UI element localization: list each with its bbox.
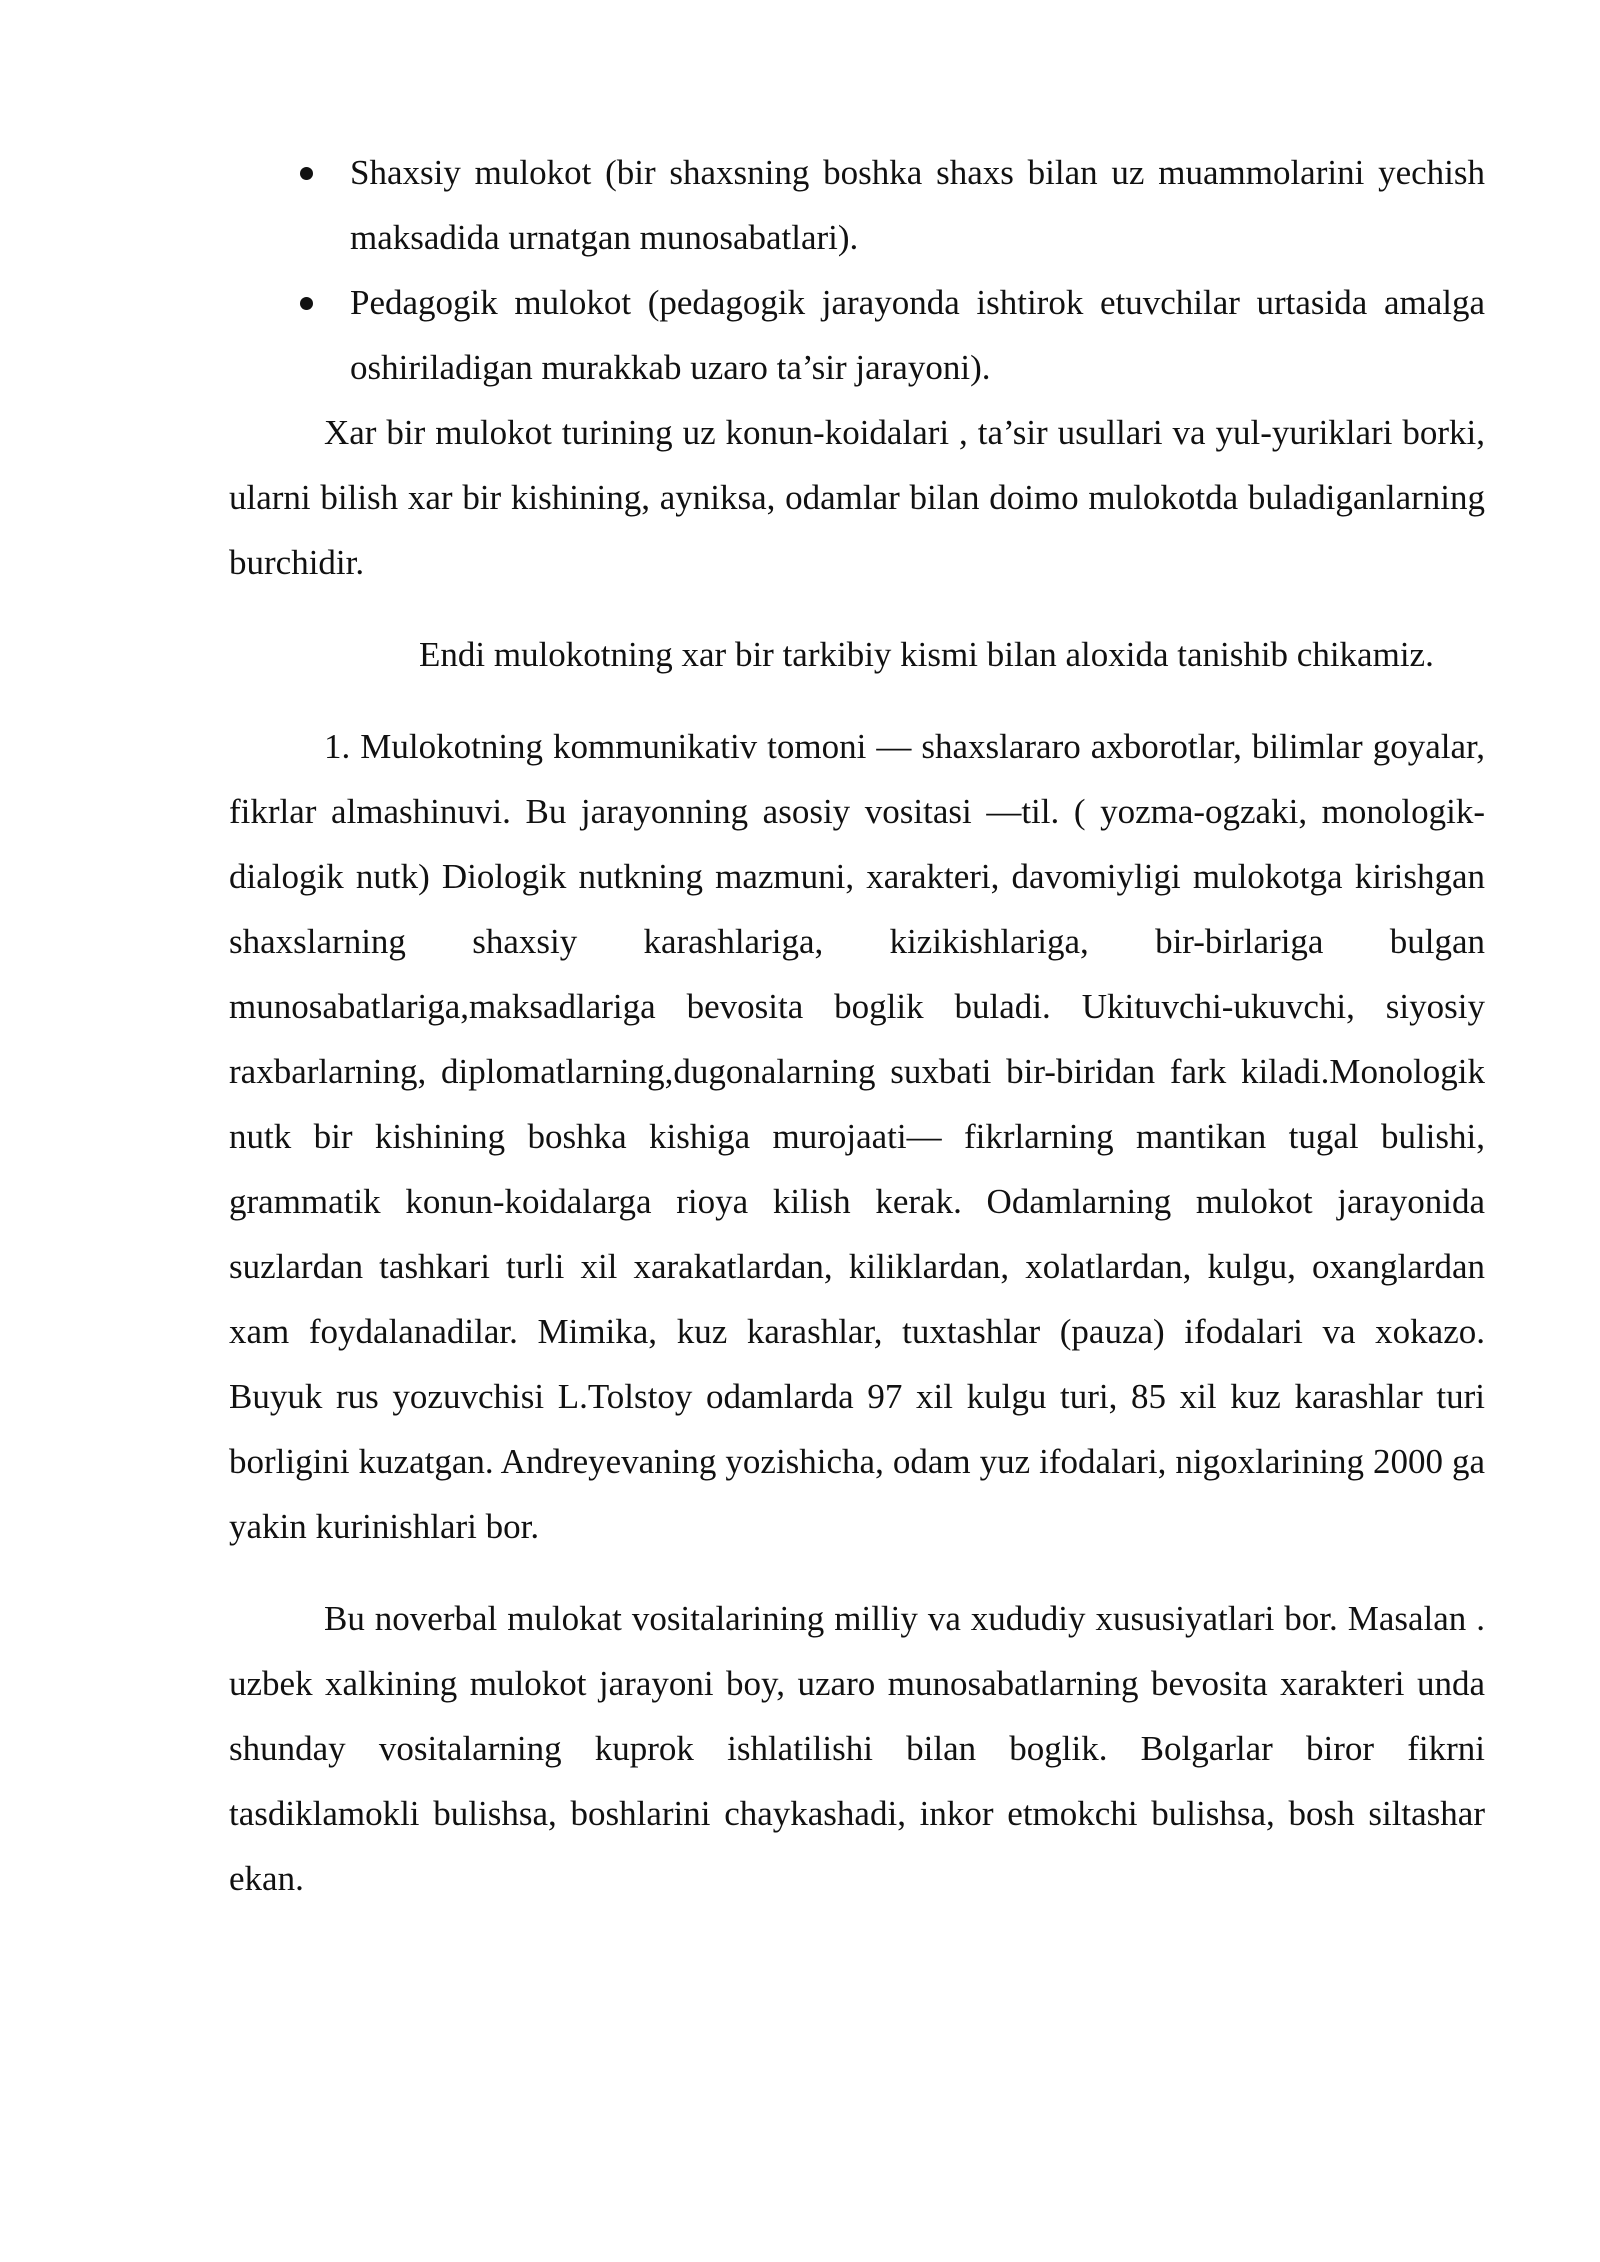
bullet-text: Shaxsiy mulokot (bir shaxsning boshka shaxs bilan uz muammolarini yechish maksadida urnatgan munosabatlari). [350,153,1485,257]
document-page [229,140,1485,1911]
bullet-dot-icon [300,167,313,180]
paragraph-rules: Xar bir mulokot turining uz konun-koidalari , ta’sir usullari va yul-yuriklari borki, ularni bilish xar bir kishining, ayniksa, odamlar bilan doimo mulokotda buladiganlarning burchidir. [229,413,1485,582]
bullet-text: Pedagogik mulokot (pedagogik jarayonda ishtirok etuvchilar urtasida amalga oshiriladigan murakkab uzaro ta’sir jarayoni). [350,283,1485,387]
bullet-item-pedagogical-communication [229,270,1485,400]
bullet-dot-icon [300,297,313,310]
bullet-list [229,140,1485,400]
bullet-item-personal-communication [229,140,1485,270]
paragraph-intro: Endi mulokotning xar bir tarkibiy kismi bilan aloxida tanishib chikamiz. [419,635,1434,674]
paragraph-communicative-side: 1. Mulokotning kommunikativ tomoni — shaxslararo axborotlar, bilimlar goyalar, fikrlar almashinuvi. Bu jarayonning asosiy vositasi —til. ( yozma-ogzaki, monologik-dialogik nutk) Diologik nutkning mazmuni, xarakteri, davomiyligi mulokotga kirishgan shaxslarning shaxsiy karashlariga, kizikishlariga, bir-birlariga bulgan munosabatlariga,maksadlariga bevosita boglik buladi. Ukituvchi-ukuvchi, siyosiy raxbarlarning, diplomatlarning,dugonalarning suxbati bir-biridan fark kiladi.Monologik nutk bir kishining boshka kishiga murojaati— fikrlarning mantikan tugal bulishi, grammatik konun-koidalarga rioya kilish kerak. Odamlarning mulokot jarayonida suzlardan tashkari turli xil xarakatlardan, kiliklardan, xolatlardan, kulgu, oxanglardan xam foydalanadilar. Mimika, kuz karashlar, tuxtashlar (pauza) ifodalari va xokazo. Buyuk rus yozuvchisi L.Tolstoy odamlarda 97 xil kulgu turi, 85 xil kuz karashlar turi borligini kuzatgan. Andreyevaning yozishicha, odam yuz ifodalari, nigoxlarining 2000 ga yakin kurinishlari bor. [229,727,1485,1546]
paragraph-nonverbal: Bu noverbal mulokat vositalarining milliy va xududiy xususiyatlari bor. Masalan . uzbek xalkining mulokot jarayoni boy, uzaro munosabatlarning bevosita xarakteri unda shunday vositalarning kuprok ishlatilishi bilan boglik. Bolgarlar biror fikrni tasdiklamokli bulishsa, boshlarini chaykashadi, inkor etmokchi bulishsa, bosh siltashar ekan. [229,1599,1485,1898]
